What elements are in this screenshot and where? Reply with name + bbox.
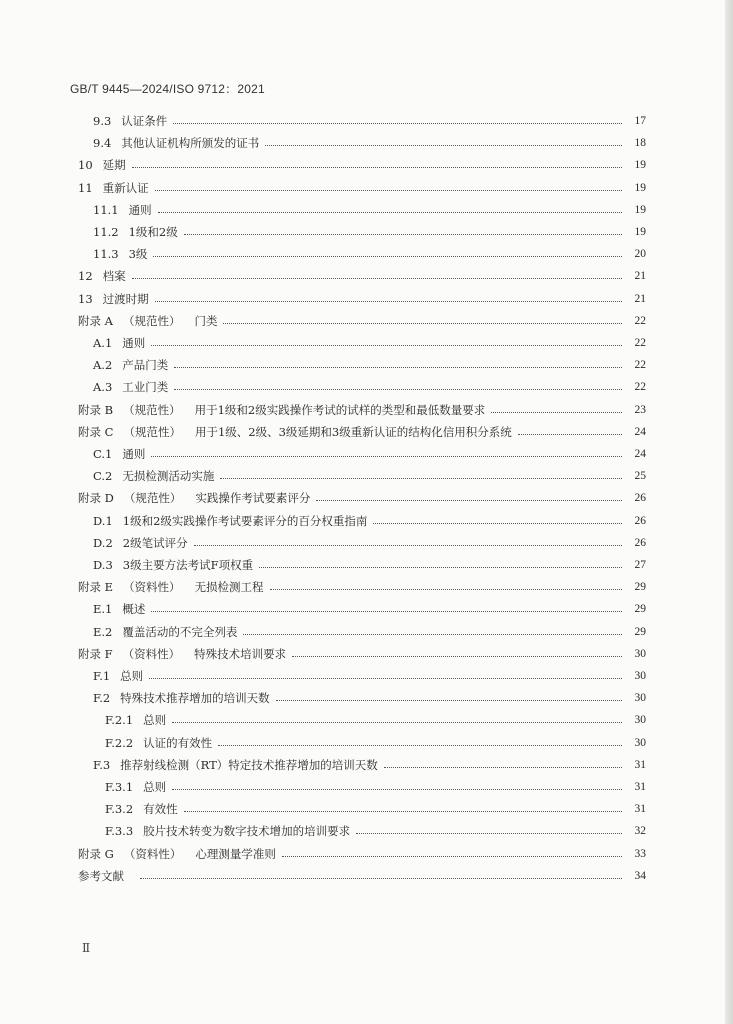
toc-entry-title: 无损检测活动实施 bbox=[122, 469, 215, 484]
toc-dot-leader bbox=[270, 588, 622, 590]
toc-entry[interactable] bbox=[93, 510, 646, 532]
toc-entry-page: 31 bbox=[634, 803, 646, 816]
toc-entry[interactable] bbox=[93, 621, 646, 643]
toc-entry-title: 通则 bbox=[122, 336, 146, 350]
toc-entry-title: 心理测量学准则 bbox=[195, 846, 276, 861]
toc-entry-title: 特殊技术培训要求 bbox=[194, 646, 287, 661]
toc-entry-number: C.1 bbox=[93, 447, 113, 461]
toc-entry-page: 26 bbox=[634, 536, 646, 549]
page-number-footer: Ⅱ bbox=[82, 941, 91, 955]
toc-dot-leader bbox=[316, 499, 622, 501]
toc-entry-page: 24 bbox=[634, 448, 646, 460]
toc-entry[interactable] bbox=[78, 865, 646, 887]
toc-entry-page: 24 bbox=[634, 425, 646, 438]
toc-entry-title: 档案 bbox=[102, 269, 126, 284]
toc-entry[interactable] bbox=[93, 532, 646, 554]
toc-entry-number: 11.2 bbox=[93, 225, 119, 239]
toc-entry-number: 附录 C bbox=[78, 424, 114, 439]
toc-entry-title: 特殊技术推荐增加的培训天数 bbox=[120, 691, 270, 706]
toc-dot-leader bbox=[243, 633, 622, 635]
toc-entry[interactable] bbox=[105, 820, 646, 842]
toc-entry-page: 19 bbox=[634, 226, 646, 238]
toc-entry-number: 附录 A bbox=[78, 313, 113, 328]
toc-entry[interactable] bbox=[78, 576, 646, 598]
toc-entry-page: 30 bbox=[634, 647, 646, 660]
toc-entry-number: F.1 bbox=[93, 669, 111, 683]
toc-entry[interactable] bbox=[105, 709, 646, 731]
toc-dot-leader bbox=[282, 855, 622, 857]
toc-entry[interactable] bbox=[105, 798, 646, 820]
toc-entry[interactable] bbox=[93, 598, 646, 620]
toc-entry-number: D.2 bbox=[93, 535, 113, 550]
standard-header: GB/T 9445—2024/ISO 9712：2021 bbox=[70, 82, 265, 96]
toc-entry-title: 覆盖活动的不完全列表 bbox=[122, 624, 238, 639]
toc-entry-title: 认证的有效性 bbox=[143, 735, 213, 750]
toc-entry-annex-type: （规范性） bbox=[123, 491, 182, 506]
toc-entry-page: 26 bbox=[634, 492, 646, 505]
toc-entry-number: C.2 bbox=[93, 469, 113, 484]
toc-entry-title: 有效性 bbox=[143, 802, 178, 817]
toc-entry[interactable] bbox=[78, 643, 646, 665]
toc-entry-number: A.1 bbox=[93, 336, 113, 350]
toc-entry-title: 2级笔试评分 bbox=[122, 535, 188, 550]
toc-entry-page: 21 bbox=[634, 292, 646, 305]
toc-entry[interactable] bbox=[93, 199, 646, 221]
toc-entry-number: F.3 bbox=[93, 757, 111, 772]
toc-entry[interactable] bbox=[93, 665, 646, 687]
toc-entry-number: 11.1 bbox=[93, 202, 119, 217]
toc-entry-title: 门类 bbox=[194, 313, 218, 328]
toc-dot-leader bbox=[155, 300, 622, 302]
toc-entry-title: 产品门类 bbox=[122, 358, 169, 373]
toc-entry-page: 18 bbox=[634, 137, 646, 150]
toc-entry-page: 26 bbox=[634, 514, 646, 527]
toc-entry-page: 32 bbox=[634, 825, 646, 838]
toc-entry[interactable] bbox=[78, 288, 646, 310]
toc-entry-page: 23 bbox=[634, 403, 646, 416]
toc-entry-page: 34 bbox=[634, 869, 646, 882]
toc-entry-annex-type: （资料性） bbox=[123, 846, 182, 861]
toc-entry-number: D.3 bbox=[93, 558, 113, 572]
toc-entry-annex-type: （规范性） bbox=[123, 424, 181, 439]
toc-entry-title: 用于1级和2级实践操作考试的试样的类型和最低数量要求 bbox=[194, 402, 486, 417]
toc-entry-number: 11 bbox=[78, 180, 93, 195]
toc-entry-page: 22 bbox=[634, 381, 646, 394]
toc-entry-title: 概述 bbox=[122, 602, 146, 617]
toc-entry[interactable] bbox=[93, 465, 646, 487]
toc-dot-leader bbox=[132, 166, 622, 168]
toc-dot-leader bbox=[384, 766, 622, 768]
toc-entry-title: 用于1级、2级、3级延期和3级重新认证的结构化信用积分系统 bbox=[194, 424, 512, 439]
toc-entry-number: 附录 B bbox=[78, 402, 114, 417]
toc-entry-title: 延期 bbox=[102, 158, 126, 173]
toc-entry-page: 22 bbox=[634, 314, 646, 327]
toc-entry-page: 19 bbox=[634, 181, 646, 194]
toc-entry-page: 29 bbox=[634, 625, 646, 638]
toc-entry-page: 27 bbox=[634, 559, 646, 571]
toc-dot-leader bbox=[218, 744, 622, 746]
toc-entry-title: 其他认证机构所颁发的证书 bbox=[121, 136, 260, 151]
toc-dot-leader bbox=[149, 677, 622, 679]
toc-entry-page: 29 bbox=[634, 581, 646, 594]
toc-entry-title: 实践操作考试要素评分 bbox=[195, 491, 311, 506]
toc-dot-leader bbox=[158, 211, 622, 213]
toc-entry[interactable] bbox=[93, 687, 646, 709]
toc-entry[interactable] bbox=[78, 265, 646, 287]
toc-entry-number: F.2 bbox=[93, 691, 111, 706]
toc-entry[interactable] bbox=[93, 110, 646, 132]
toc-entry-number: F.3.3 bbox=[105, 824, 134, 839]
toc-entry-title: 推荐射线检测（RT）特定技术推荐增加的培训天数 bbox=[120, 757, 378, 772]
toc-entry[interactable] bbox=[93, 754, 646, 776]
toc-dot-leader bbox=[151, 344, 622, 346]
toc-entry-number: 9.4 bbox=[93, 136, 112, 151]
toc-entry[interactable] bbox=[78, 399, 646, 421]
toc-dot-leader bbox=[259, 566, 622, 568]
toc-entry-page: 17 bbox=[634, 115, 646, 127]
toc-entry-number: A.2 bbox=[93, 358, 113, 373]
toc-entry-annex-type: （资料性） bbox=[122, 646, 181, 661]
toc-entry[interactable] bbox=[78, 310, 646, 332]
toc-entry[interactable] bbox=[78, 487, 646, 509]
toc-entry[interactable] bbox=[93, 221, 646, 243]
toc-entry-page: 22 bbox=[634, 359, 646, 372]
toc-entry-number: 参考文献 bbox=[78, 868, 124, 883]
toc-entry-number: 13 bbox=[78, 291, 93, 306]
toc-entry-title: 无损检测工程 bbox=[194, 580, 264, 595]
toc-entry-title: 总则 bbox=[143, 713, 167, 728]
toc-entry[interactable] bbox=[78, 177, 646, 199]
toc-entry-number: 10 bbox=[78, 158, 93, 173]
toc-dot-leader bbox=[184, 233, 622, 235]
toc-entry-title: 胶片技术转变为数字技术增加的培训要求 bbox=[143, 824, 351, 839]
toc-entry-number: F.3.1 bbox=[105, 780, 134, 794]
toc-entry-annex-type: （规范性） bbox=[122, 313, 181, 328]
toc-entry[interactable] bbox=[93, 354, 646, 376]
toc-entry-number: A.3 bbox=[93, 380, 113, 395]
toc-entry-number: 9.3 bbox=[93, 114, 112, 128]
toc-dot-leader bbox=[132, 277, 622, 279]
toc-dot-leader bbox=[194, 544, 622, 546]
toc-entry-number: F.2.2 bbox=[105, 735, 134, 750]
toc-entry-page: 21 bbox=[634, 270, 646, 283]
toc-dot-leader bbox=[155, 189, 622, 191]
toc-dot-leader bbox=[151, 455, 622, 457]
toc-entry[interactable] bbox=[93, 443, 646, 465]
toc-entry-annex-type: （规范性） bbox=[123, 402, 181, 417]
toc-dot-leader bbox=[265, 144, 622, 146]
toc-entry[interactable] bbox=[93, 332, 646, 354]
toc-entry[interactable] bbox=[78, 421, 646, 443]
toc-dot-leader bbox=[173, 122, 622, 124]
toc-dot-leader bbox=[151, 610, 622, 612]
toc-entry-page: 31 bbox=[634, 781, 646, 793]
toc-dot-leader bbox=[172, 788, 622, 790]
toc-dot-leader bbox=[356, 832, 622, 834]
toc-entry-title: 总则 bbox=[120, 669, 144, 683]
toc-dot-leader bbox=[140, 877, 622, 879]
toc-entry[interactable] bbox=[105, 732, 646, 754]
toc-entry-number: 附录 G bbox=[78, 846, 114, 861]
toc-entry[interactable] bbox=[93, 132, 646, 154]
page-edge bbox=[725, 0, 733, 1024]
toc-entry[interactable] bbox=[93, 376, 646, 398]
toc-entry-page: 20 bbox=[634, 248, 646, 261]
toc-entry-number: F.2.1 bbox=[105, 713, 134, 728]
toc-entry-page: 25 bbox=[634, 470, 646, 483]
toc-entry[interactable] bbox=[78, 843, 646, 865]
toc-entry[interactable] bbox=[93, 243, 646, 265]
toc-entry-title: 1级和2级 bbox=[128, 225, 178, 239]
toc-dot-leader bbox=[373, 522, 622, 524]
toc-entry[interactable] bbox=[93, 554, 646, 576]
toc-entry-title: 3级主要方法考试F项权重 bbox=[122, 558, 254, 572]
toc-entry-number: 12 bbox=[78, 269, 93, 284]
toc-entry-page: 30 bbox=[634, 692, 646, 705]
toc-dot-leader bbox=[184, 810, 622, 812]
toc-entry-number: 附录 D bbox=[78, 491, 114, 506]
toc-entry-number: F.3.2 bbox=[105, 802, 134, 817]
toc-entry-number: 11.3 bbox=[93, 247, 119, 262]
toc-dot-leader bbox=[172, 721, 622, 723]
toc-entry-title: 过渡时期 bbox=[102, 291, 149, 306]
toc-entry-number: E.2 bbox=[93, 624, 113, 639]
toc-dot-leader bbox=[174, 366, 622, 368]
toc-entry-page: 29 bbox=[634, 603, 646, 616]
toc-entry-page: 22 bbox=[634, 337, 646, 349]
toc-entry[interactable] bbox=[105, 776, 646, 798]
toc-entry-page: 30 bbox=[634, 670, 646, 682]
toc-dot-leader bbox=[174, 388, 622, 390]
toc-dot-leader bbox=[220, 477, 622, 479]
toc-entry-page: 30 bbox=[634, 736, 646, 749]
toc-entry-title: 通则 bbox=[128, 202, 152, 217]
toc-entry-title: 工业门类 bbox=[122, 380, 169, 395]
toc-entry-page: 33 bbox=[634, 847, 646, 860]
toc-entry-number: D.1 bbox=[93, 513, 113, 528]
toc-entry-page: 30 bbox=[634, 714, 646, 727]
toc-dot-leader bbox=[223, 322, 622, 324]
toc-entry-annex-type: （资料性） bbox=[123, 580, 181, 595]
toc-entry-number: 附录 E bbox=[78, 580, 114, 595]
toc-entry-number: E.1 bbox=[93, 602, 113, 617]
toc-dot-leader bbox=[292, 655, 622, 657]
toc-dot-leader bbox=[518, 433, 622, 435]
toc-entry-title: 1级和2级实践操作考试要素评分的百分权重指南 bbox=[122, 513, 368, 528]
toc-entry-number: 附录 F bbox=[78, 646, 113, 661]
toc-entry-page: 19 bbox=[634, 159, 646, 172]
toc-entry-page: 31 bbox=[634, 758, 646, 771]
toc-entry[interactable] bbox=[78, 154, 646, 176]
toc-entry-title: 重新认证 bbox=[102, 180, 149, 195]
toc-dot-leader bbox=[276, 699, 622, 701]
toc-entry-title: 总则 bbox=[143, 780, 167, 794]
toc-entry-page: 19 bbox=[634, 203, 646, 216]
toc-entry-title: 通则 bbox=[122, 447, 146, 461]
toc-dot-leader bbox=[491, 411, 622, 413]
toc-entry-title: 认证条件 bbox=[121, 114, 168, 128]
toc-dot-leader bbox=[153, 255, 622, 257]
toc-entry-title: 3级 bbox=[128, 247, 148, 262]
